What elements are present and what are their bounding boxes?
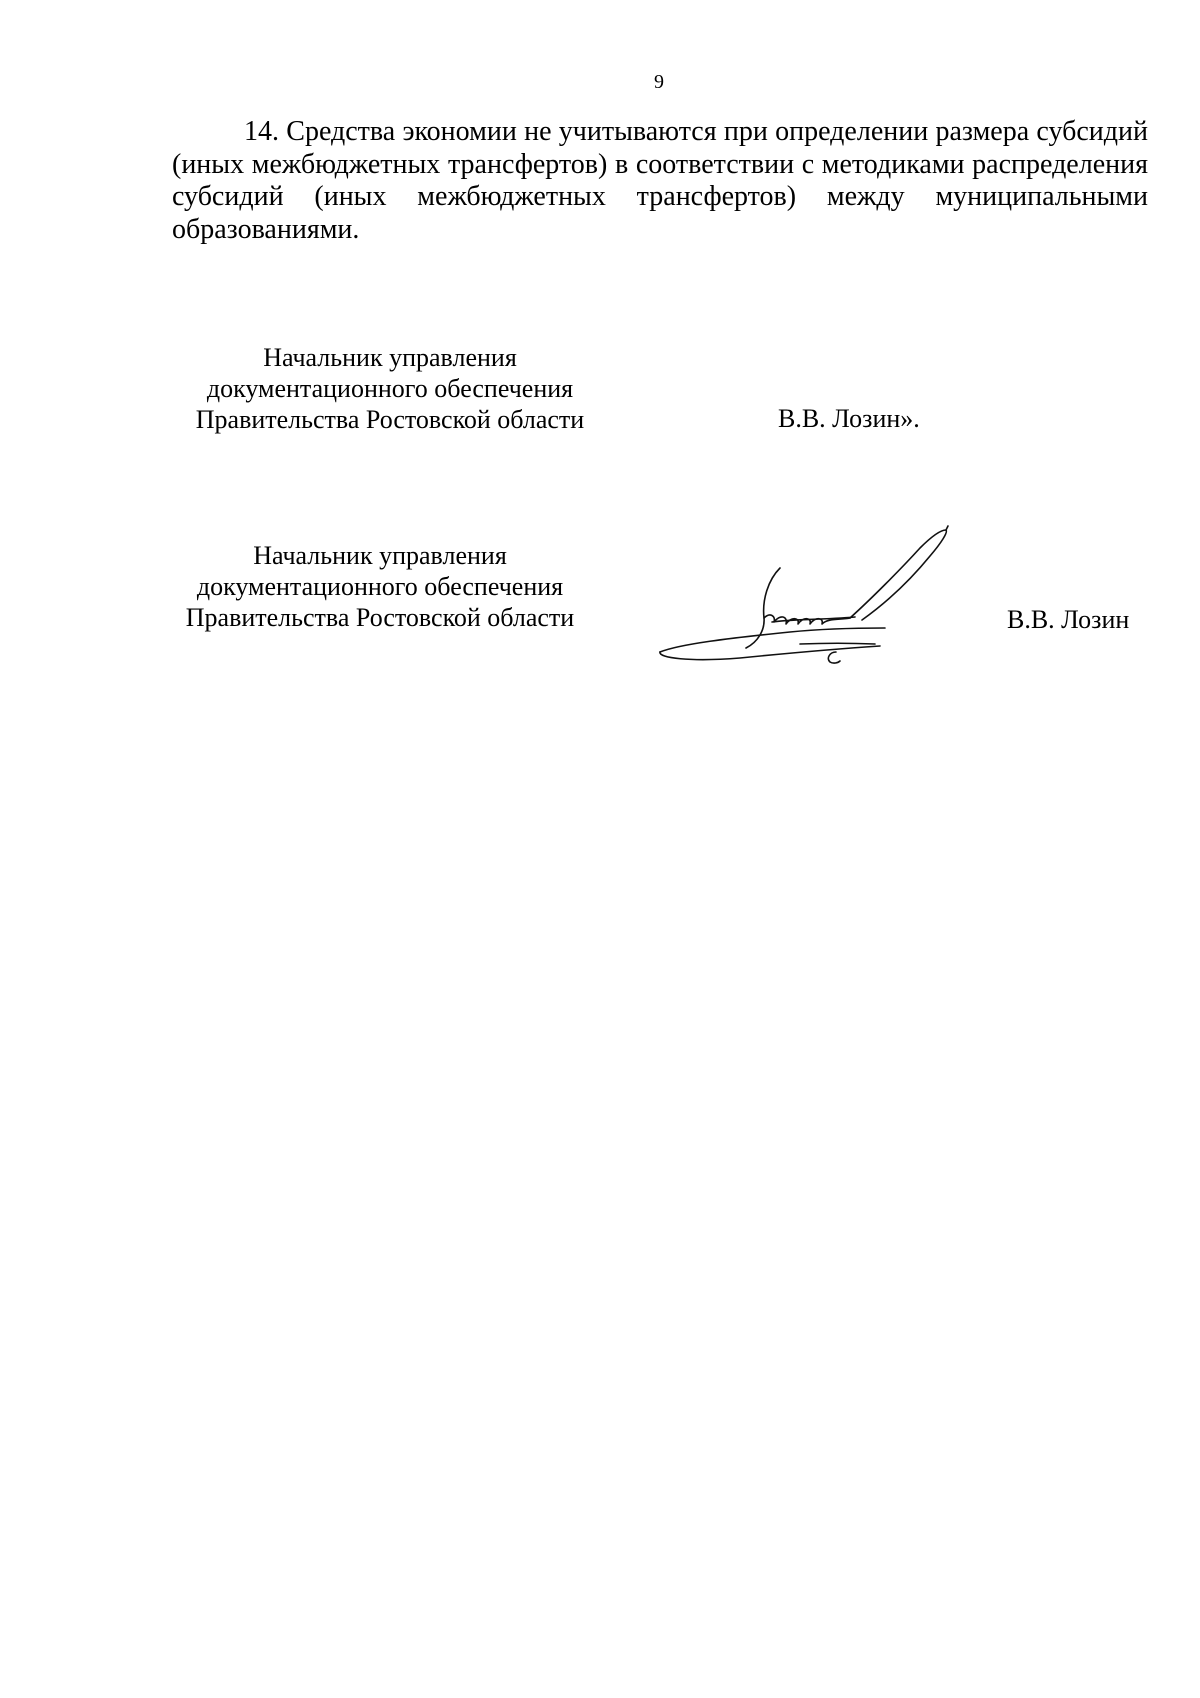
handwritten-signature — [650, 520, 980, 680]
signature-title-1-line-1: Начальник управления — [263, 343, 517, 372]
signature-title-2-line-1: Начальник управления — [253, 541, 507, 570]
signature-title-2 — [158, 540, 602, 633]
signature-title-1 — [168, 342, 612, 435]
signatory-name-2: В.В. Лозин — [1007, 605, 1130, 634]
body-paragraph: 14. Средства экономии не учитываются при определении размера субсидий (иных межбюджетных трансфертов) в соответствии с методиками распределения субсидий (иных межбюджетных трансфертов) между муниципальными образованиями. — [172, 116, 1148, 245]
signature-title-2-line-2: документационного обеспечения — [196, 572, 564, 601]
signatory-name-1: В.В. Лозин». — [778, 404, 920, 433]
signature-title-1-line-3: Правительства Ростовской области — [195, 405, 585, 434]
page-number: 9 — [654, 71, 664, 93]
signature-title-1-line-2: документационного обеспечения — [206, 374, 574, 403]
signature-title-2-line-3: Правительства Ростовской области — [185, 603, 575, 632]
